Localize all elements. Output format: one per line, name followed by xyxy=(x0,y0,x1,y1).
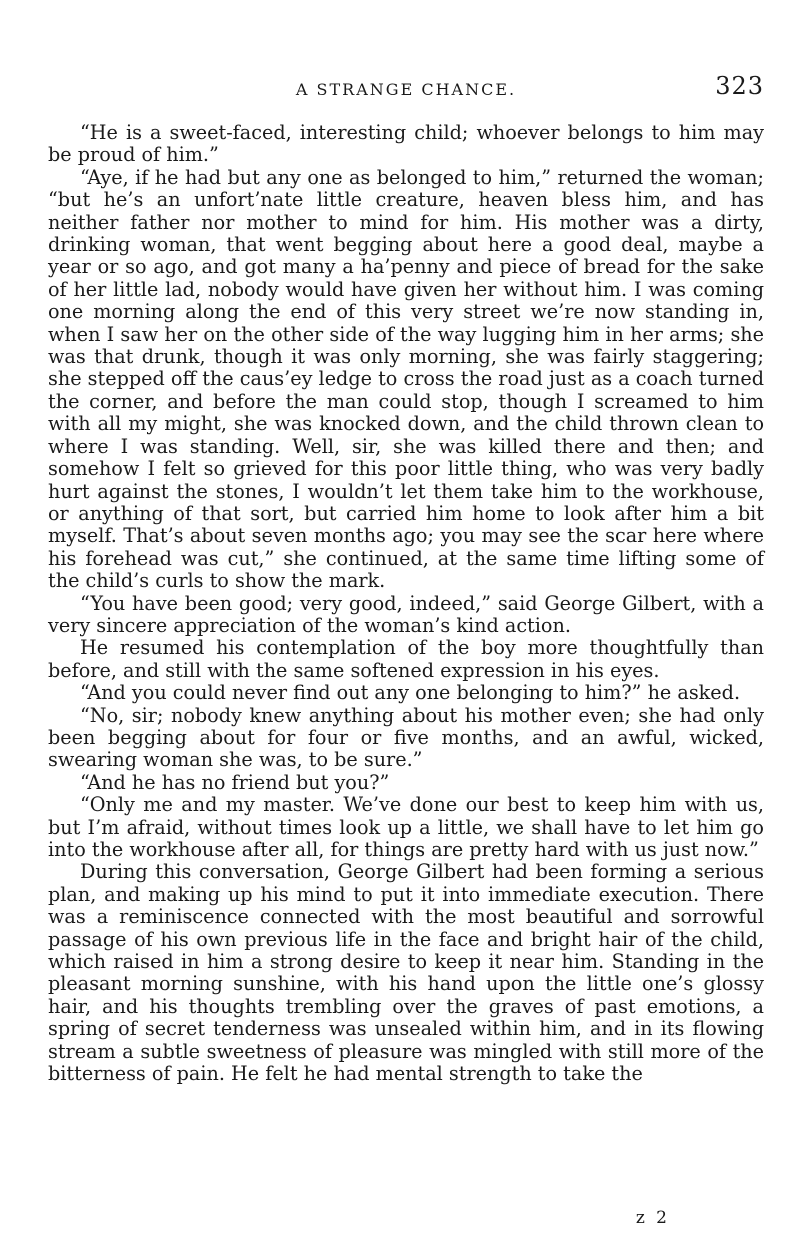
paragraph: During this conversation, George Gilbert had been forming a serious plan, and making up his mind to put it into immediate execution. There was a reminiscence connected with the most beautiful and sorrowful passage of his own previous life in the face and bright hair of the child, which raised in him a strong desire to keep it near him. Standing in the pleasant morning sunshine, with his hand upon the little one’s glossy hair, and his thoughts trembling over the graves of past emotions, a spring of secret tenderness was unsealed within him, and in its flowing stream a subtle sweetness of pleasure was mingled with still more of the bitterness of pain. He felt he had mental strength to take the xyxy=(48,860,764,1086)
page-number: 323 xyxy=(715,72,764,100)
paragraph: “Aye, if he had but any one as belonged to him,” returned the woman; “but he’s an unfort’nate little creature, heaven bless him, and has neither father nor mother to mind for him. His mother was a dirty, drinking woman, that went begging about here a good deal, maybe a year or so ago, and got many a ha’penny and piece of bread for the sake of her little lad, nobody would have given her without him. I was coming one morning along the end of this very street we’re now standing in, when I saw her on the other side of the way lugging him in her arms; she was that drunk, though it was only morning, she was fairly staggering; she stepped off the caus’ey ledge to cross the road just as a coach turned the corner, and before the man could stop, though I screamed to him with all my might, she was knocked down, and the child thrown clean to where I was standing. Well, sir, she was killed there and then; and somehow I felt so grieved for this poor little thing, who was very badly hurt against the stones, I wouldn’t let them take him to the workhouse, or anything of that sort, but carried him home to look after him a bit myself. That’s about seven months ago; you may see the scar here where his forehead was cut,” she continued, at the same time lifting some of the child’s curls to show the mark. xyxy=(48,165,764,593)
paragraph: “He is a sweet-faced, interesting child; whoever belongs to him may be proud of him.” xyxy=(48,121,764,167)
running-header xyxy=(48,72,764,108)
running-title: A STRANGE CHANCE. xyxy=(295,80,517,99)
paragraph: He resumed his contemplation of the boy more thoughtfully than before, and still with the same softened expression in his eyes. xyxy=(48,636,764,682)
paragraph: “You have been good; very good, indeed,” said George Gilbert, with a very sincere appreciation of the woman’s kind action. xyxy=(48,591,764,637)
paragraph: “And you could never find out any one belonging to him?” he asked. xyxy=(80,681,741,705)
paragraph: “And he has no friend but you?” xyxy=(80,770,390,794)
paragraph: “Only me and my master. We’ve done our best to keep him with us, but I’m afraid, without times look up a little, we shall have to let him go into the workhouse after all, for things are pretty hard with us just now.” xyxy=(48,793,764,861)
paragraph: “No, sir; nobody knew anything about his mother even; she had only been begging about for four or five months, and an awful, wicked, swearing woman she was, to be sure.” xyxy=(48,703,764,772)
signature-mark: z 2 xyxy=(635,1208,670,1228)
body-text xyxy=(48,122,764,1085)
